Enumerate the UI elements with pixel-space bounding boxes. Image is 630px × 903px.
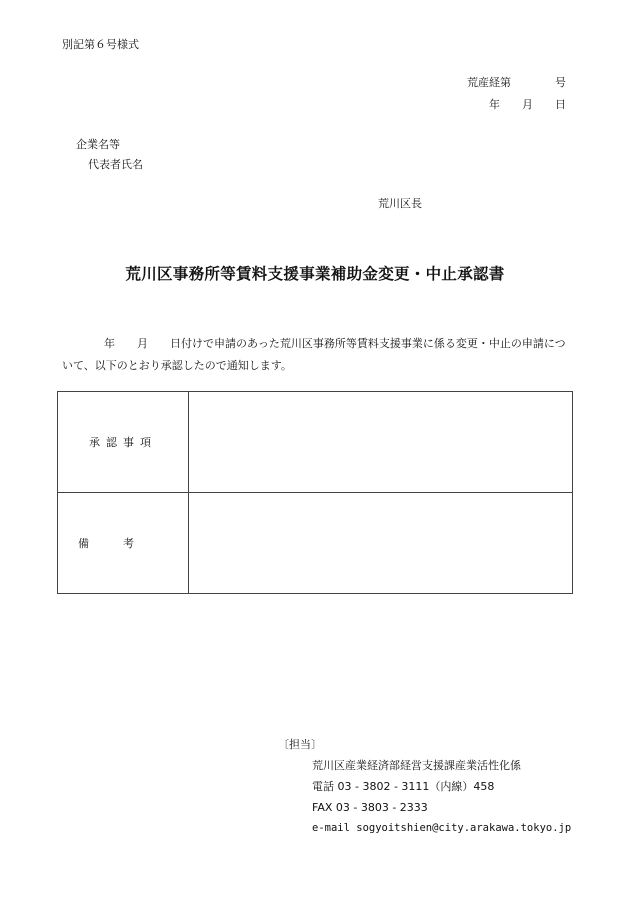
contact-fax: FAX 03 - 3803 - 2333 bbox=[312, 801, 428, 814]
body-paragraph bbox=[62, 333, 570, 377]
contact-block bbox=[278, 734, 571, 839]
contact-phone: 電話 03 - 3802 - 3111（内線）458 bbox=[312, 780, 495, 793]
body-text: 日付けで申請のあった荒川区事務所等賃料支援事業に係る変更・中止の申請について、以下のとおり承認したので通知します。 bbox=[62, 337, 566, 372]
approval-table bbox=[57, 391, 573, 594]
approval-items-label: 承認事項 bbox=[58, 392, 189, 493]
approval-items-value bbox=[189, 392, 573, 493]
remarks-value bbox=[189, 493, 573, 594]
form-label: 別記第６号様式 bbox=[62, 38, 139, 51]
body-date-prefix: 年 月 bbox=[104, 337, 170, 350]
remarks-label: 備考 bbox=[58, 493, 189, 594]
table-row bbox=[58, 392, 573, 493]
representative-name-label: 代表者氏名 bbox=[88, 158, 143, 171]
contact-department: 荒川区産業経済部経営支援課産業活性化係 bbox=[312, 759, 521, 772]
document-title: 荒川区事務所等賃料支援事業補助金変更・中止承認書 bbox=[125, 265, 505, 283]
issuer: 荒川区長 bbox=[378, 197, 422, 210]
contact-heading: 〔担当〕 bbox=[278, 738, 322, 751]
table-row bbox=[58, 493, 573, 594]
document-number: 荒産経第 号 bbox=[467, 76, 566, 89]
contact-email[interactable]: e-mail sogyoitshien@city.arakawa.tokyo.jp bbox=[312, 822, 572, 834]
document-date: 年 月 日 bbox=[489, 98, 566, 111]
company-name-label: 企業名等 bbox=[76, 138, 120, 151]
